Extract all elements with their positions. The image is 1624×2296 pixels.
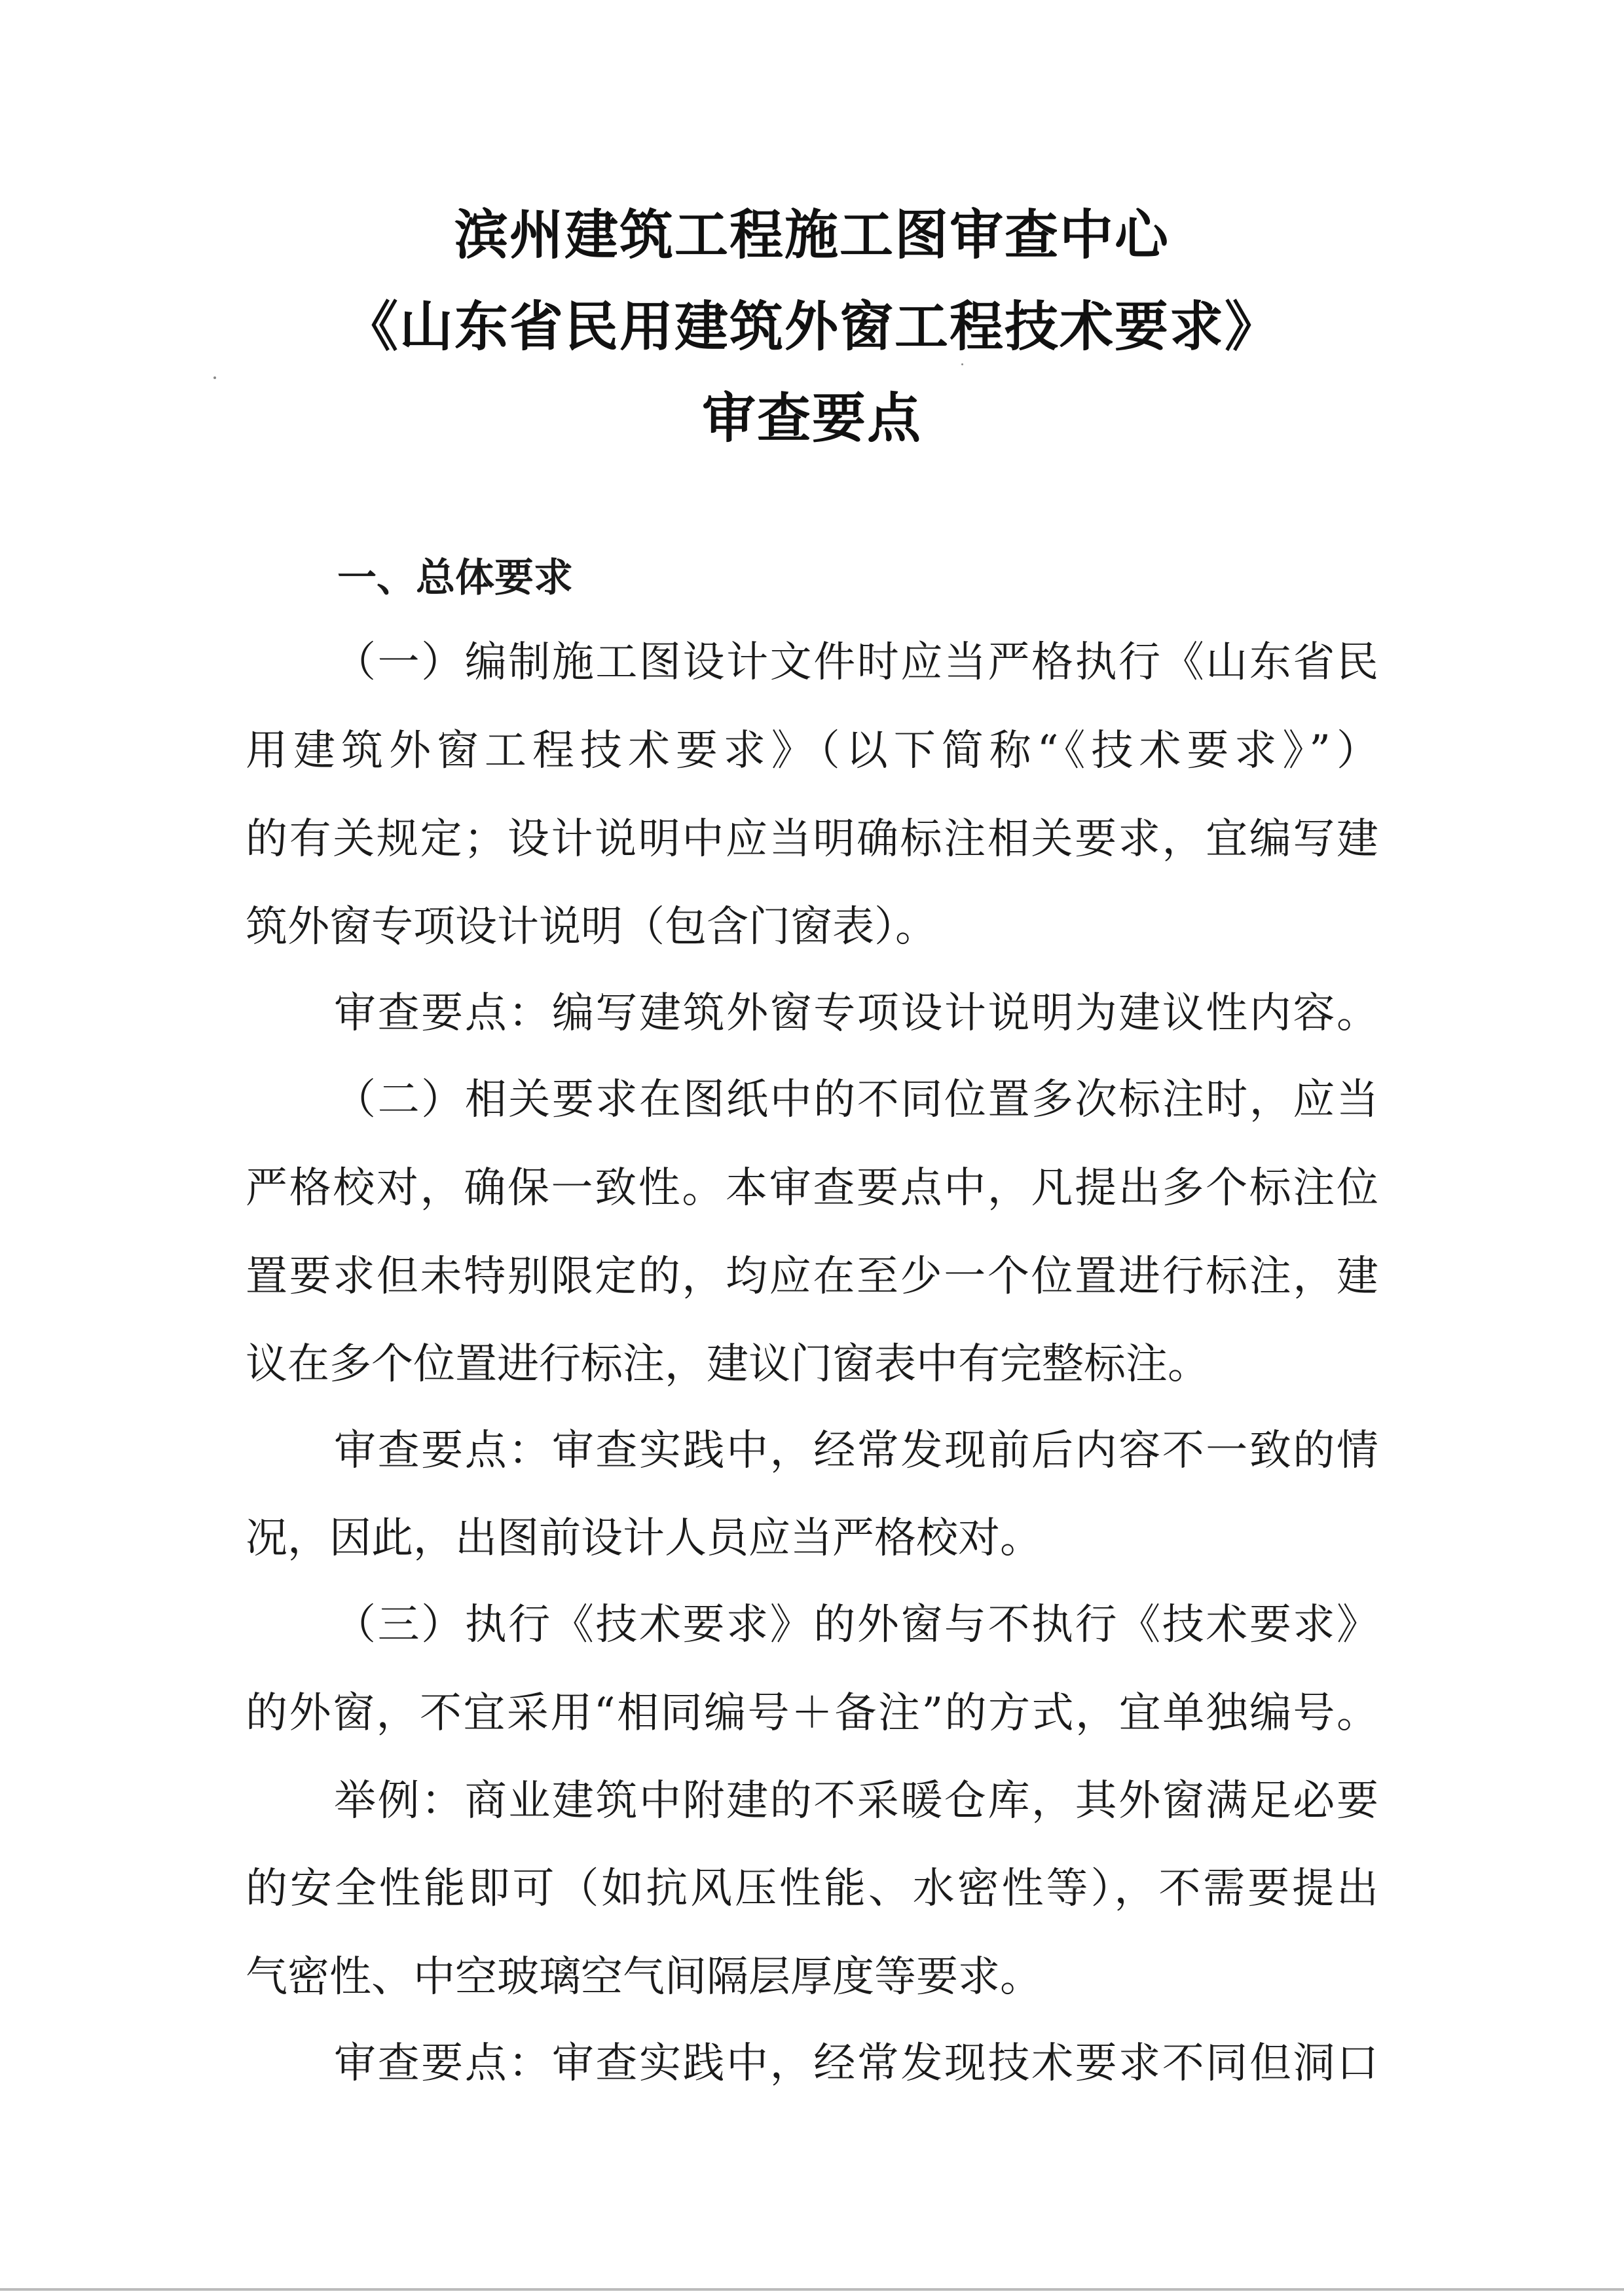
body-line: 举例：商业建筑中附建的不采暖仓库，其外窗满足必要	[334, 1777, 1378, 1825]
body-line: （三）执行《技术要求》的外窗与不执行《技术要求》	[334, 1601, 1378, 1649]
title-line-1: 滨州建筑工程施工图审查中心	[454, 204, 1170, 266]
document-title	[0, 190, 1624, 465]
title-line-3: 审查要点	[701, 388, 922, 450]
scan-speck	[961, 363, 963, 365]
body-line: 气密性、中空玻璃空气间隔层厚度等要求。	[246, 1953, 1042, 2001]
body-line: 况，因此，出图前设计人员应当严格校对。	[246, 1514, 1042, 1563]
body-line: 的外窗，不宜采用“相同编号＋备注”的方式，宜单独编号。	[246, 1689, 1378, 1738]
section-heading: 一、总体要求	[337, 555, 573, 601]
scan-speck	[213, 376, 216, 379]
body-line: 置要求但未特别限定的，均应在至少一个位置进行标注，建	[246, 1252, 1378, 1301]
body-line: 议在多个位置进行标注，建议门窗表中有完整标注。	[246, 1340, 1209, 1389]
body-line: （二）相关要求在图纸中的不同位置多次标注时，应当	[334, 1076, 1378, 1124]
body-line: （一）编制施工图设计文件时应当严格执行《山东省民	[334, 638, 1378, 687]
body-line: 筑外窗专项设计说明（包含门窗表）。	[246, 903, 937, 951]
body-line: 严格校对，确保一致性。本审查要点中，凡提出多个标注位	[246, 1164, 1378, 1212]
body-line: 审查要点：编写建筑外窗专项设计说明为建议性内容。	[334, 989, 1378, 1038]
body-line: 的安全性能即可（如抗风压性能、水密性等），不需要提出	[246, 1865, 1378, 1913]
body-line: 用建筑外窗工程技术要求》（以下简称“《技术要求》”）	[246, 727, 1378, 775]
body-line: 审查要点：审查实践中，经常发现前后内容不一致的情	[334, 1427, 1378, 1475]
scan-edge	[0, 2288, 1624, 2291]
body-line: 的有关规定；设计说明中应当明确标注相关要求，宜编写建	[246, 815, 1378, 864]
title-line-2: 《山东省民用建筑外窗工程技术要求》	[344, 296, 1280, 358]
body-line: 审查要点：审查实践中，经常发现技术要求不同但洞口	[334, 2039, 1378, 2088]
